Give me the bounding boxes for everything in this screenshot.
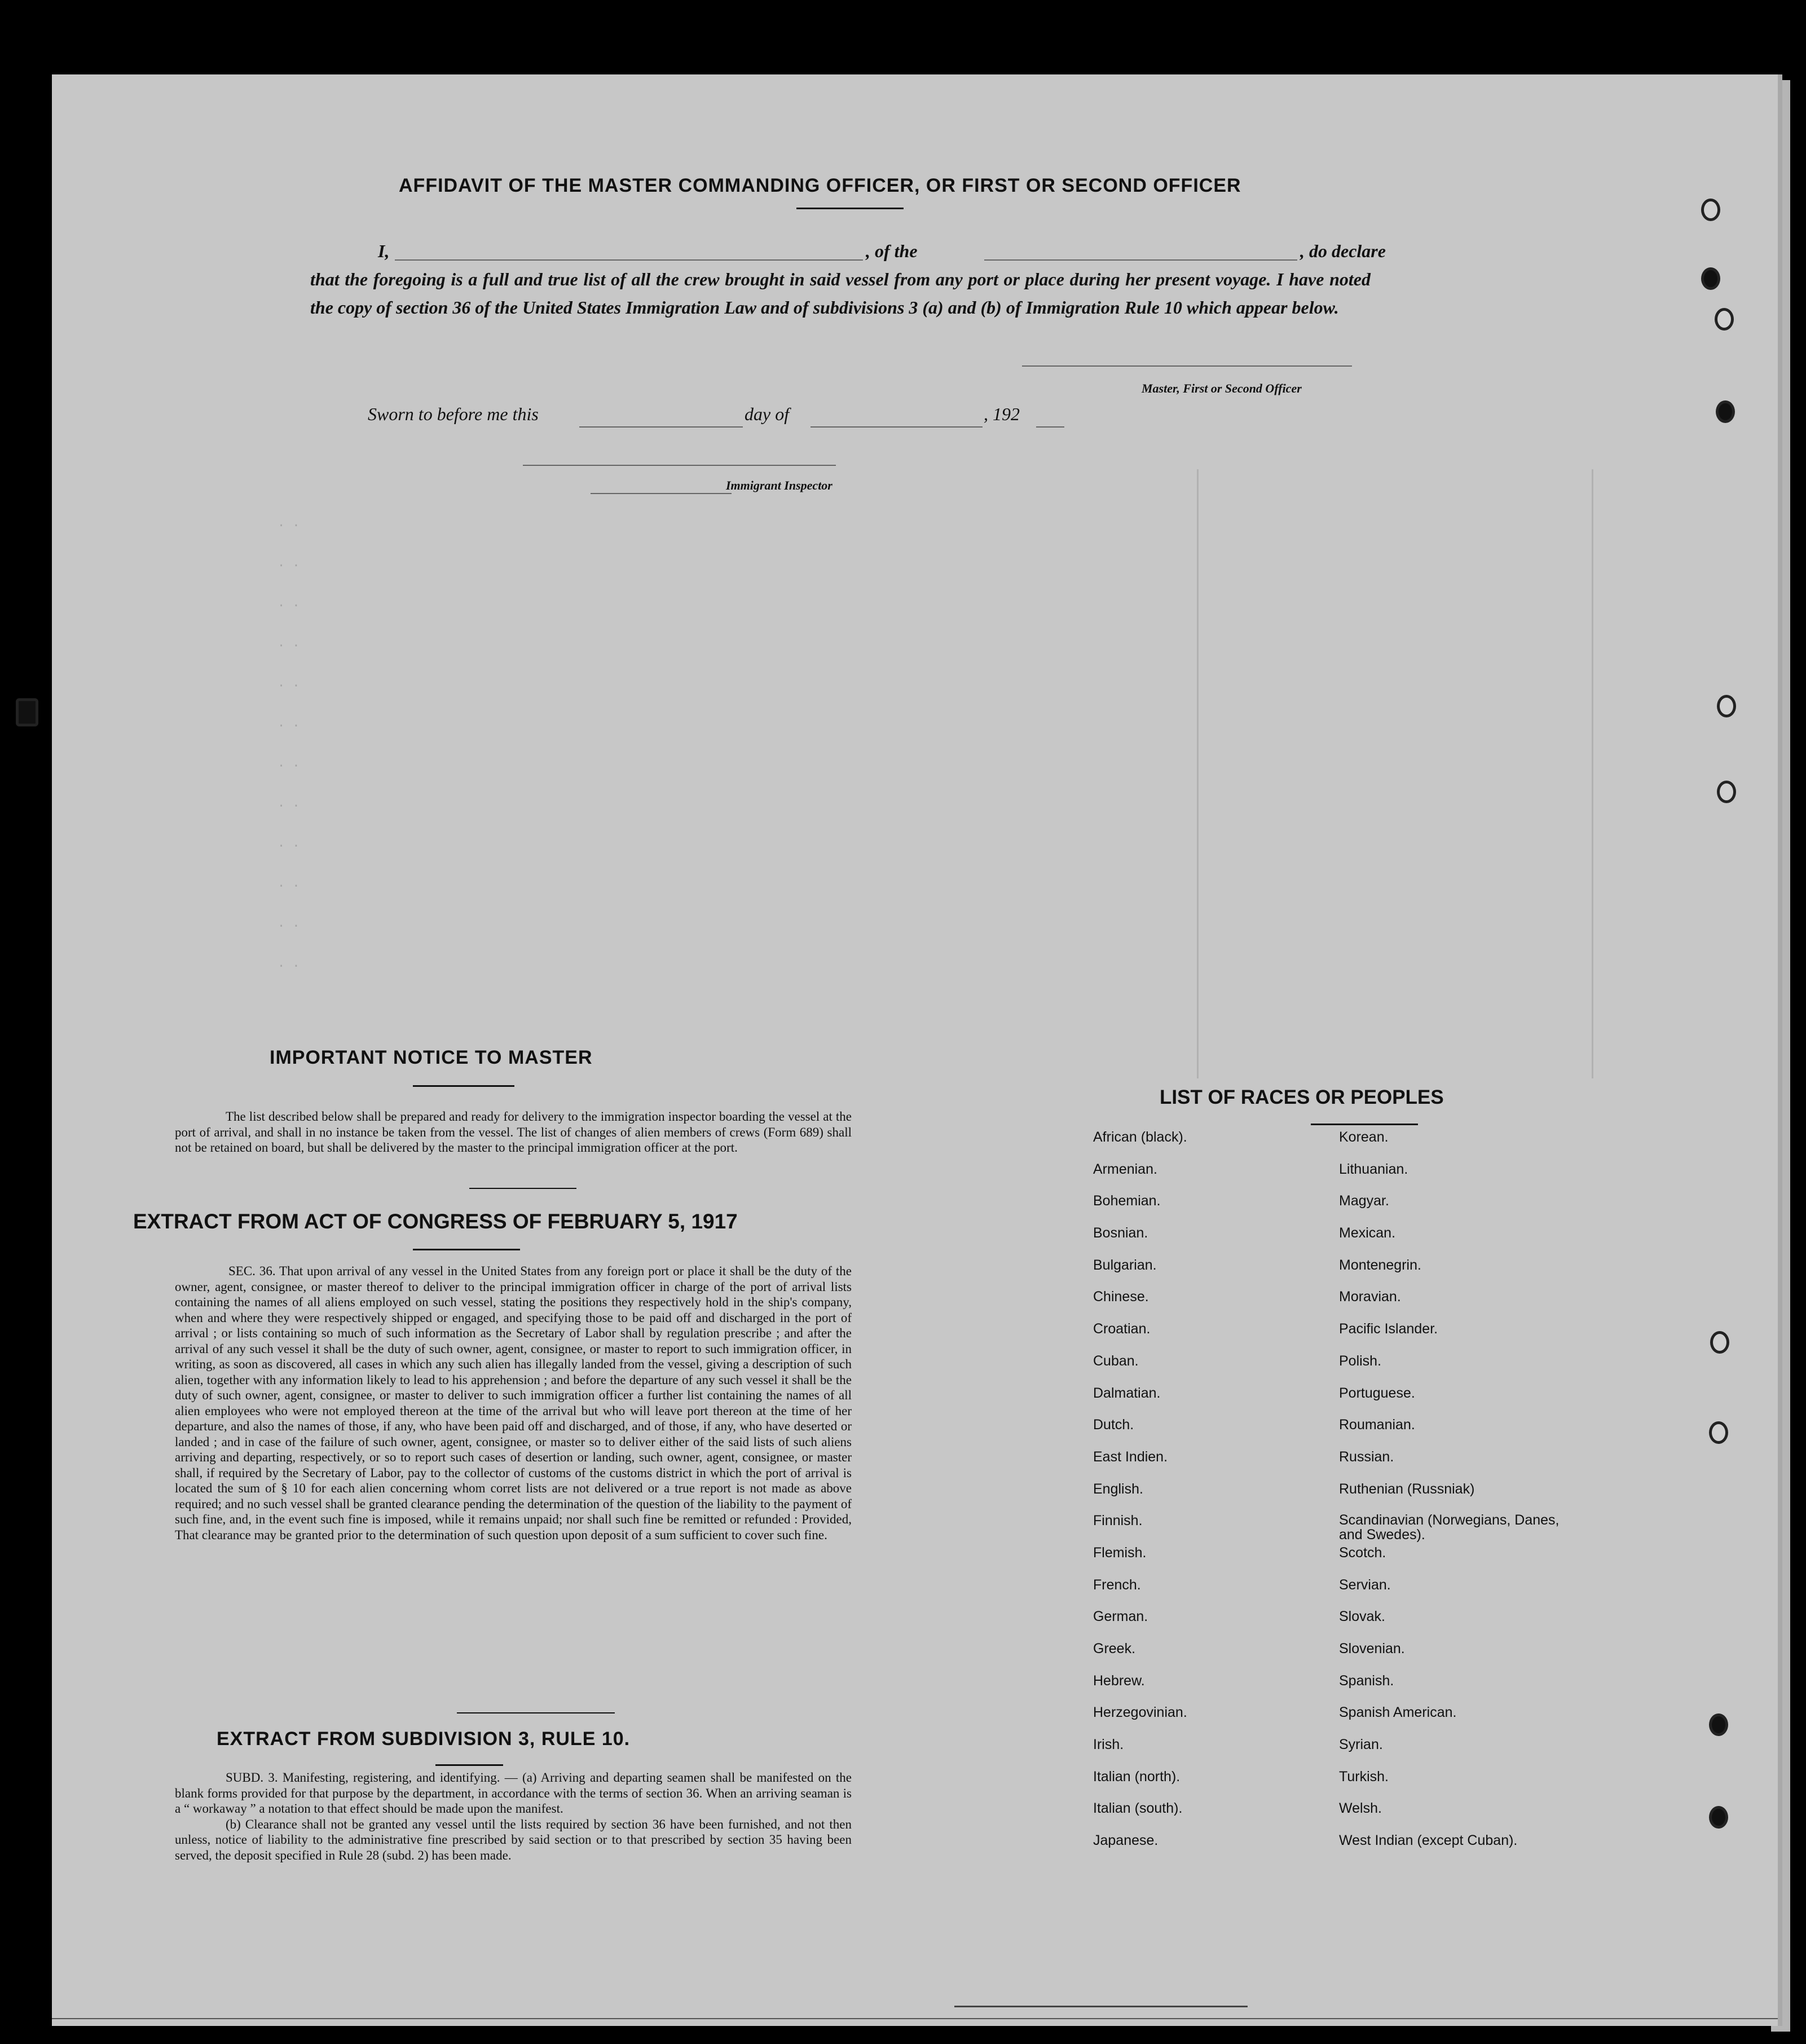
- race-item: Finnish.: [1093, 1513, 1143, 1529]
- binder-hole: [1701, 267, 1720, 290]
- declaration-of-the: , of the: [866, 241, 918, 261]
- binder-hole: [1709, 1421, 1728, 1444]
- subdivision-title: EXTRACT FROM SUBDIVISION 3, RULE 10.: [217, 1728, 631, 1750]
- race-item: Syrian.: [1339, 1737, 1383, 1753]
- binder-hole: [1701, 199, 1720, 221]
- race-item: Dutch.: [1093, 1417, 1134, 1433]
- race-item: Scotch.: [1339, 1544, 1386, 1561]
- race-item: Armenian.: [1093, 1161, 1157, 1177]
- race-item: French.: [1093, 1576, 1141, 1593]
- race-item: Turkish.: [1339, 1768, 1389, 1785]
- notice-title-underline: [413, 1085, 514, 1087]
- sworn-year: , 192: [984, 404, 1020, 424]
- inspector-signature-line: [523, 465, 836, 466]
- binder-hole: [1710, 1331, 1729, 1354]
- race-item: African (black).: [1093, 1129, 1187, 1145]
- race-item: Dalmatian.: [1093, 1385, 1161, 1401]
- race-item: Bohemian.: [1093, 1193, 1161, 1209]
- race-item: Spanish.: [1339, 1672, 1394, 1689]
- race-item: Moravian.: [1339, 1289, 1401, 1305]
- name-blank: [395, 259, 863, 261]
- races-right-column: [1339, 1129, 1576, 1865]
- race-item: Irish.: [1093, 1737, 1124, 1753]
- race-item: Spanish American.: [1339, 1704, 1457, 1721]
- races-title-underline: [1311, 1124, 1418, 1125]
- subdivision-para-a: SUBD. 3. Manifesting, registering, and identifying. — (a) Arriving and departing seamen shall be manifested on the blank forms provided for that purpose by the department, in accordance with the terms of section 36. When an arriving seaman is a “ workaway ” a notation to that effect should be made upon the manifest.: [175, 1770, 852, 1816]
- race-item: Magyar.: [1339, 1193, 1389, 1209]
- bleed-through-line: [1197, 469, 1199, 1078]
- inspector-label: Immigrant Inspector: [726, 478, 832, 492]
- affidavit-title: AFFIDAVIT OF THE MASTER COMMANDING OFFICER, OR FIRST OR SECOND OFFICER: [399, 175, 1241, 196]
- race-item: Pacific Islander.: [1339, 1321, 1438, 1337]
- declaration-do-declare: , do declare: [1300, 241, 1386, 261]
- race-item: Lithuanian.: [1339, 1161, 1408, 1177]
- sworn-day-of: day of: [745, 404, 790, 424]
- race-item: Flemish.: [1093, 1544, 1147, 1561]
- act-body: SEC. 36. That upon arrival of any vessel in the United States from any foreign port or place it shall be the duty of the owner, agent, consignee, or master thereof to deliver to the principal immigration officer in charge of the port of arrival lists containing the names of all aliens employed on such vessel, stating the positions they respectively hold in the ship's company, when and where they were respectively shipped or engaged, and specifying those to be paid off and discharged in the port of arrival ; or lists containing so much of such information as the Secretary of Labor shall by regulation prescribe ; and after the arrival of any such vessel it shall be the duty of such owner, agent, consignee, or master to report to such immigration officer, in writing, as soon as discovered, all cases in which any such alien has illegally landed from the vessel, giving a description of such alien, together with any information likely to lead to his apprehension ; and before the departure of any such vessel it shall be the duty of such owner, agent, consignee, or master to deliver to such immigration officer a further list containing the names of all alien employees who were not employed thereon at the time of the arrival but who will leave port thereon at the time of her departure, and also the names of those, if any, who have been paid off and discharged, and of those, if any, who have deserted or landed ; and in case of the failure of such owner, agent, consignee, or master so to deliver either of the said lists of such aliens arriving and departing, respectively, or so to report such cases of desertion or landing, such owner, agent, consignee, or master shall, if required by the Secretary of Labor, pay to the collector of customs of the customs district in which the port of arrival is located the sum of § 10 for each alien concerning whom corret lists are not delivered or a true report is not made as above required; and no such vessel shall be granted clearance pending the determination of the question of the liability to the payment of such fine, and, in the event such fine is imposed, while it remains unpaid; nor shall such fine be remitted or refunded : Provided, That clearance may be granted prior to the determination of such question upon deposit of a sum sufficient to cover such fine.: [175, 1264, 852, 1542]
- sworn-date-blank: [579, 426, 743, 428]
- stray-mark: [954, 2006, 1248, 2007]
- master-signature-line: [1022, 365, 1352, 367]
- race-item: Hebrew.: [1093, 1672, 1145, 1689]
- race-item: Italian (north).: [1093, 1768, 1180, 1785]
- act-title: EXTRACT FROM ACT OF CONGRESS OF FEBRUARY 5, 1917: [133, 1210, 738, 1233]
- race-item: Mexican.: [1339, 1225, 1396, 1241]
- race-item: Croatian.: [1093, 1321, 1151, 1337]
- affidavit-title-underline: [796, 208, 904, 209]
- declaration-i: I,: [378, 241, 390, 261]
- vessel-blank: [984, 259, 1297, 261]
- binder-hole: [1709, 1806, 1728, 1829]
- race-item: Servian.: [1339, 1576, 1391, 1593]
- race-item: Welsh.: [1339, 1800, 1382, 1817]
- race-item: Russian.: [1339, 1448, 1394, 1465]
- inspector-label-line: [591, 493, 732, 494]
- race-item: Greek.: [1093, 1641, 1136, 1657]
- act-divider: [457, 1712, 615, 1713]
- notice-title: IMPORTANT NOTICE TO MASTER: [270, 1047, 593, 1068]
- binder-hole: [1715, 308, 1734, 331]
- race-item: Roumanian.: [1339, 1417, 1415, 1433]
- race-item: West Indian (except Cuban).: [1339, 1832, 1518, 1849]
- race-item: Slovenian.: [1339, 1641, 1405, 1657]
- race-item: Polish.: [1339, 1353, 1382, 1369]
- race-item: Montenegrin.: [1339, 1257, 1421, 1273]
- race-item: Portuguese.: [1339, 1385, 1415, 1401]
- master-signature-label: Master, First or Second Officer: [1142, 381, 1302, 395]
- race-item: Cuban.: [1093, 1353, 1139, 1369]
- binder-hole: [1717, 781, 1736, 803]
- race-item: Herzegovinian.: [1093, 1704, 1187, 1721]
- race-item: East Indien.: [1093, 1448, 1168, 1465]
- binder-hole: [1717, 695, 1736, 717]
- subdivision-title-underline: [435, 1764, 503, 1766]
- race-item: English.: [1093, 1481, 1143, 1497]
- race-item: German.: [1093, 1609, 1148, 1625]
- race-item: Slovak.: [1339, 1609, 1385, 1625]
- notice-body: The list described below shall be prepared and ready for delivery to the immigration inspector boarding the vessel at the port of arrival, and shall in no instance be taken from the vessel. The list of changes of alien members of crews (Form 689) shall not be retained on board, but shall be delivered by the master to the principal immigration officer at the port.: [175, 1109, 852, 1155]
- race-item: Italian (south).: [1093, 1800, 1183, 1817]
- act-title-underline: [413, 1249, 520, 1250]
- bleed-through-line: [1592, 469, 1593, 1078]
- subdivision-body: [175, 1770, 852, 1863]
- document-page: [52, 74, 1782, 2026]
- race-item: Ruthenian (Russniak): [1339, 1481, 1475, 1497]
- sworn-year-blank: [1036, 426, 1064, 428]
- races-title: LIST OF RACES OR PEOPLES: [1160, 1086, 1444, 1108]
- subdivision-para-b: (b) Clearance shall not be granted any vessel until the lists required by section 36 have been furnished, and not then unless, notice of liability to the administrative fine prescribed by said section or to that prescribed by section 35 having been served, the deposit specified in Rule 28 (subd. 2) has been made.: [175, 1817, 852, 1862]
- race-item: Bosnian.: [1093, 1225, 1148, 1241]
- notice-divider: [469, 1188, 576, 1189]
- sworn-prefix: Sworn to before me this: [368, 404, 539, 424]
- bleed-through-marks: . . . . . . . . . . . . . . . . . . . . . . . .: [277, 516, 300, 971]
- race-item: Chinese.: [1093, 1289, 1149, 1305]
- race-item: Korean.: [1339, 1129, 1389, 1145]
- binder-tab: [16, 698, 38, 726]
- declaration-body: that the foregoing is a full and true list of all the crew brought in said vessel from any port or place during her present voyage. I have noted the copy of section 36 of the United States Immigration Law and of subdivisions 3 (a) and (b) of Immigration Rule 10 which appear below.: [310, 269, 1371, 318]
- race-item: Bulgarian.: [1093, 1257, 1157, 1273]
- sworn-month-blank: [811, 426, 983, 428]
- stray-mark: [52, 2018, 1778, 2019]
- affidavit-declaration: [310, 237, 1386, 321]
- binder-hole: [1709, 1713, 1728, 1736]
- race-item: Japanese.: [1093, 1832, 1159, 1849]
- race-item: Scandinavian (Norwegians, Danes, and Swedes).: [1339, 1512, 1560, 1543]
- binder-hole: [1716, 400, 1735, 423]
- races-left-column: [1093, 1129, 1330, 1865]
